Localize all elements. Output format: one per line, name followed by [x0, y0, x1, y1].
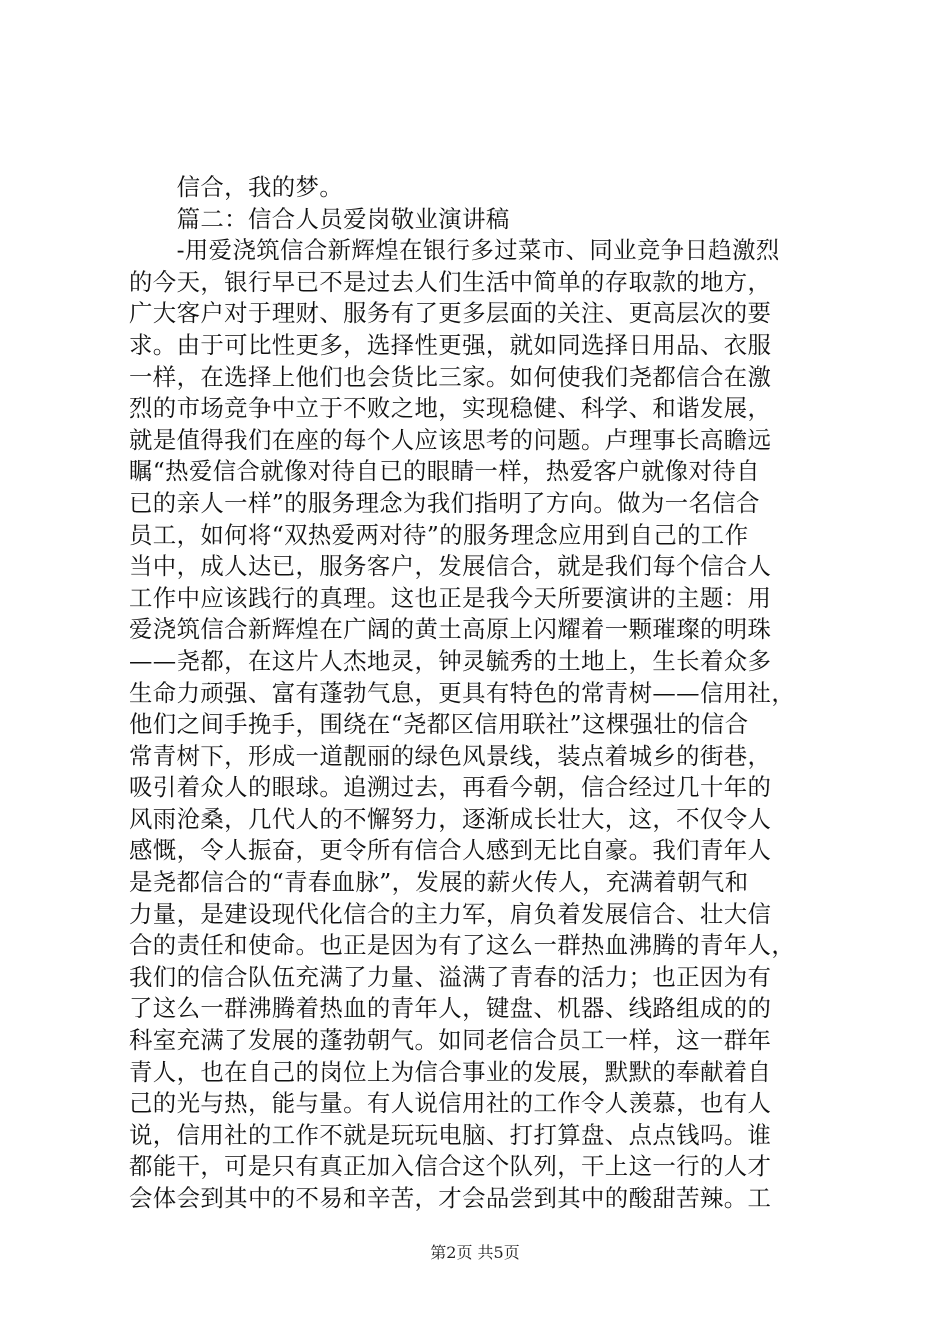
text-line: 当中，成人达已，服务客户，发展信合，就是我们每个信合人	[129, 552, 772, 581]
page-number: 第2页 共5页	[430, 1243, 520, 1262]
text-line: 是尧都信合的“青春血脉”，发展的薪火传人，充满着朝气和	[129, 868, 749, 897]
text-line: 力量，是建设现代化信合的主力军，肩负着发展信合、壮大信	[129, 899, 772, 928]
text-line: 都能干，可是只有真正加入信合这个队列，干上这一行的人才	[129, 1152, 772, 1181]
text-line: 合的责任和使命。也正是因为有了这么一群热血沸腾的青年人，	[129, 931, 796, 960]
text-line: 广大客户对于理财、服务有了更多层面的关注、更高层次的要	[129, 299, 772, 328]
text-line: 风雨沧桑，几代人的不懈努力，逐渐成长壮大，这，不仅令人	[129, 804, 772, 833]
document-body	[129, 172, 829, 1215]
text-line: 信合，我的梦。	[129, 173, 344, 201]
text-line: 员工，如何将“双热爱两对待”的服务理念应用到自己的工作	[129, 520, 749, 549]
text-line: 常青树下，形成一道靓丽的绿色风景线，装点着城乡的街巷，	[129, 741, 772, 770]
text-line: 己的光与热，能与量。有人说信用社的工作令人羡慕，也有人	[129, 1089, 772, 1118]
page-footer	[0, 1240, 950, 1263]
text-line: 吸引着众人的眼球。追溯过去，再看今朝，信合经过几十年的	[129, 773, 772, 802]
text-line: 会体会到其中的不易和辛苦，才会品尝到其中的酸甜苦辣。工	[129, 1184, 772, 1212]
text-line: 生命力顽强、富有蓬勃气息，更具有特色的常青树——信用社，	[129, 678, 796, 707]
text-line: 一样，在选择上他们也会货比三家。如何使我们尧都信合在激	[129, 362, 772, 391]
text-line: 他们之间手挽手，围绕在“尧都区信用联社”这棵强壮的信合	[129, 710, 749, 739]
text-line: 求。由于可比性更多，选择性更强，就如同选择日用品、衣服	[129, 330, 772, 359]
text-line: 瞩“热爱信合就像对待自已的眼睛一样，热爱客户就像对待自	[129, 457, 760, 486]
text-line: 烈的市场竞争中立于不败之地，实现稳健、科学、和谐发展，	[129, 394, 772, 423]
text-line: 科室充满了发展的蓬勃朝气。如同老信合员工一样，这一群年	[129, 1026, 772, 1055]
text-line: 篇二：信合人员爱岗敬业演讲稿	[129, 204, 510, 233]
text-line: -用爱浇筑信合新辉煌在银行多过菜市、同业竞争日趋激烈	[129, 236, 780, 265]
text-line: 青人，也在自己的岗位上为信合事业的发展，默默的奉献着自	[129, 1057, 772, 1086]
text-line: 已的亲人一样”的服务理念为我们指明了方向。做为一名信合	[129, 488, 760, 517]
text-line: 感慨，令人振奋，更令所有信合人感到无比自豪。我们青年人	[129, 836, 772, 865]
text-line: 的今天，银行早已不是过去人们生活中简单的存取款的地方，	[129, 267, 772, 296]
text-line: 了这么一群沸腾着热血的青年人，键盘、机器、线路组成的的	[129, 994, 772, 1023]
text-line: 说，信用社的工作不就是玩玩电脑、打打算盘、点点钱吗。谁	[129, 1120, 772, 1149]
text-line: 就是值得我们在座的每个人应该思考的问题。卢理事长高瞻远	[129, 425, 772, 454]
text-line: 工作中应该践行的真理。这也正是我今天所要演讲的主题：用	[129, 583, 772, 612]
text-line: 爱浇筑信合新辉煌在广阔的黄土高原上闪耀着一颗璀璨的明珠	[129, 615, 772, 644]
text-line: ——尧都，在这片人杰地灵，钟灵毓秀的土地上，生长着众多	[129, 646, 772, 675]
text-line: 我们的信合队伍充满了力量、溢满了青春的活力；也正因为有	[129, 962, 772, 991]
